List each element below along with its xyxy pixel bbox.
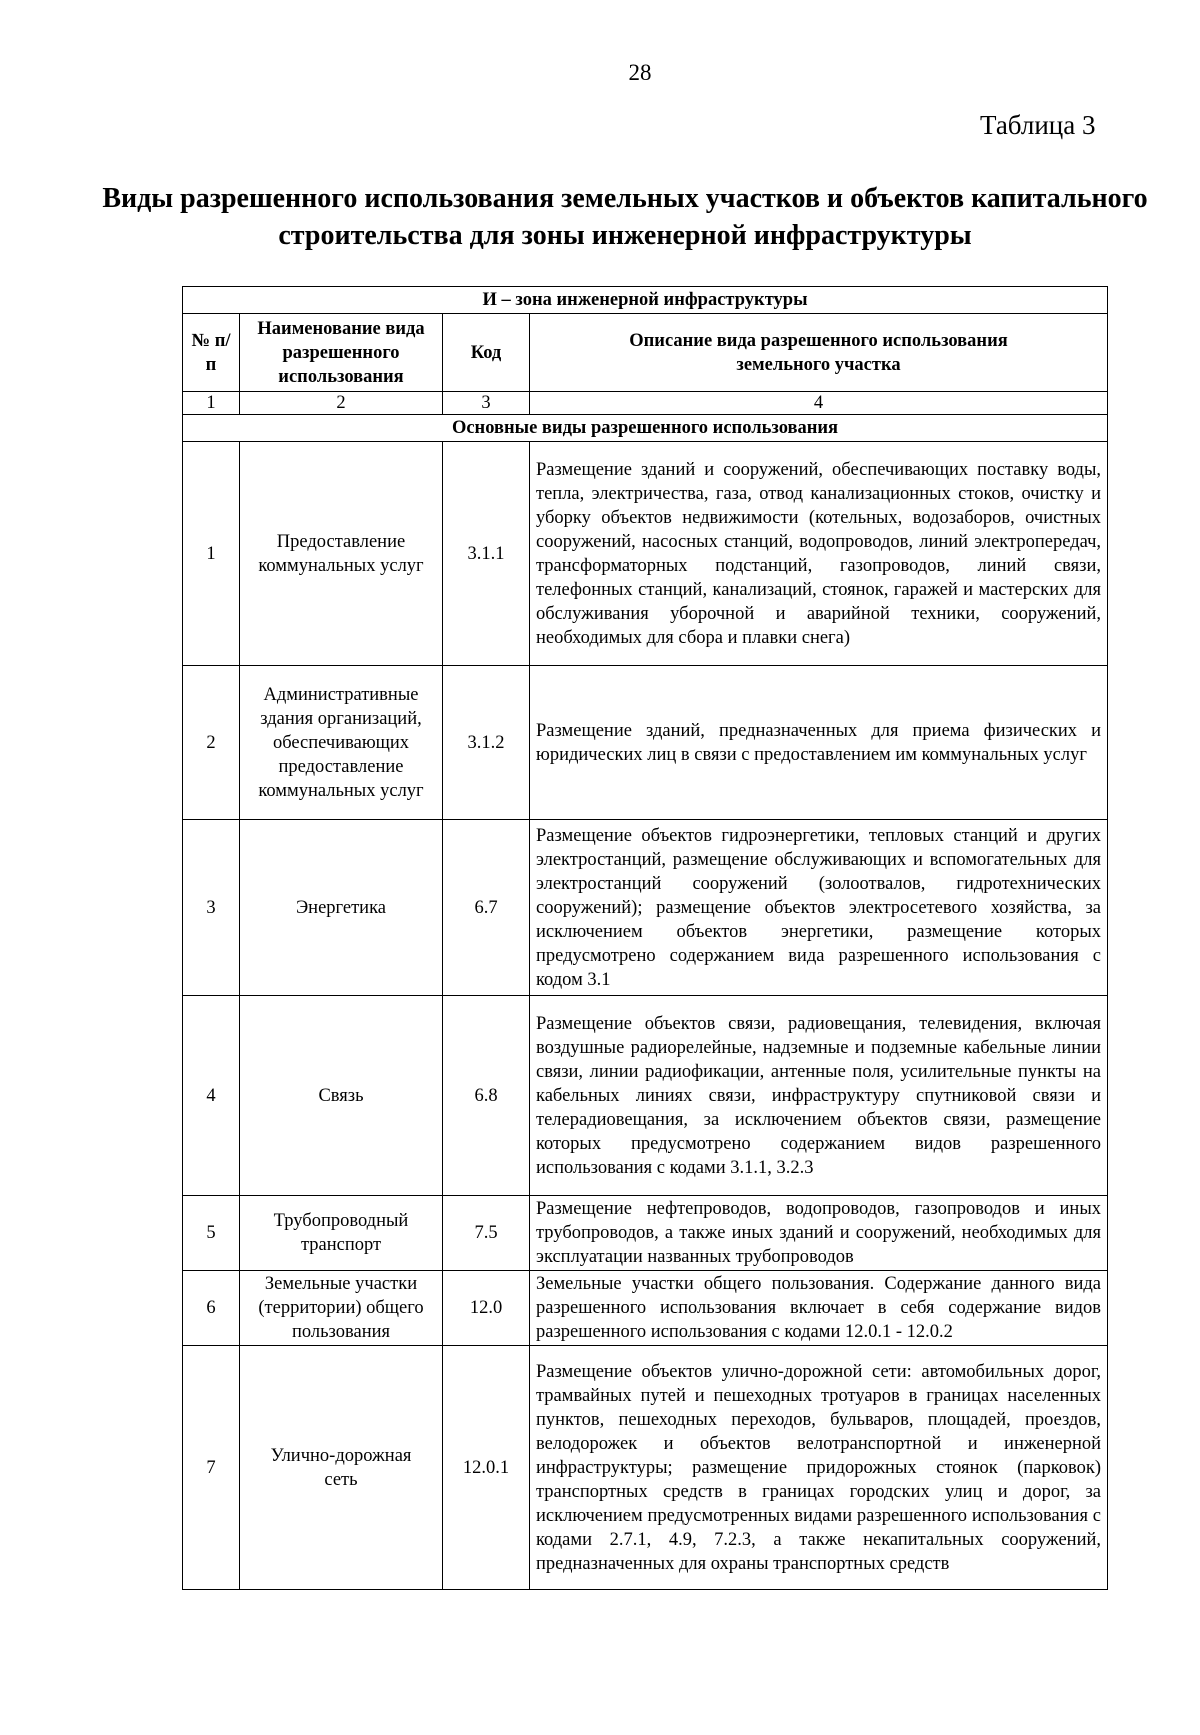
table-row (183, 442, 1108, 666)
column-header-name: Наименование вида разрешенного использования (240, 314, 443, 392)
column-header-code: Код (443, 314, 530, 392)
column-index: 4 (530, 392, 1108, 415)
row-number: 6 (183, 1271, 240, 1346)
row-code: 3.1.2 (443, 666, 530, 820)
row-description: Земельные участки общего пользования. Содержание данного вида разрешенного использования включает в себя содержание видов разрешенного использования с кодами 12.0.1 - 12.0.2 (530, 1271, 1108, 1346)
row-description: Размещение объектов связи, радиовещания, телевидения, включая воздушные радиорелейные, надземные и подземные кабельные линии связи, линии радиофикации, антенные поля, усилительные пункты на кабельных линиях связи, инфраструктуру спутниковой связи и телерадиовещания, за исключением объектов связи, размещение которых предусмотрено содержанием видов разрешенного использования с кодами 3.1.1, 3.2.3 (530, 996, 1108, 1196)
column-index: 2 (240, 392, 443, 415)
row-name: Административные здания организаций, обеспечивающих предоставление коммунальных услуг (240, 666, 443, 820)
row-description: Размещение объектов улично-дорожной сети: автомобильных дорог, трамвайных путей и пешеходных тротуаров в границах населенных пунктов, пешеходных переходов, бульваров, площадей, проездов, велодорожек и объектов велотранспортной и инженерной инфраструктуры; размещение придорожных стоянок (парковок) транспортных средств в границах городских улиц и дорог, за исключением предусмотренных видами разрешенного использования с кодами 2.7.1, 4.9, 7.2.3, а также некапитальных сооружений, предназначенных для охраны транспортных средств (530, 1346, 1108, 1590)
table-row (183, 996, 1108, 1196)
table-row (183, 1196, 1108, 1271)
row-number: 4 (183, 996, 240, 1196)
table-row (183, 666, 1108, 820)
table-row (183, 1271, 1108, 1346)
table-row (183, 820, 1108, 996)
section-header: Основные виды разрешенного использования (183, 415, 1108, 442)
row-code: 3.1.1 (443, 442, 530, 666)
column-header-num: № п/п (183, 314, 240, 392)
row-description: Размещение нефтепроводов, водопроводов, газопроводов и иных трубопроводов, а также иных зданий и сооружений, необходимых для эксплуатации названных трубопроводов (530, 1196, 1108, 1271)
column-index: 3 (443, 392, 530, 415)
row-name: Связь (240, 996, 443, 1196)
page-number: 28 (628, 60, 652, 85)
row-name: Трубопроводный транспорт (240, 1196, 443, 1271)
row-description: Размещение зданий и сооружений, обеспечивающих поставку воды, тепла, электричества, газа, отвод канализационных стоков, очистку и уборку объектов недвижимости (котельных, водозаборов, очистных сооружений, насосных станций, водопроводов, линий электропередач, трансформаторных подстанций, газопроводов, линий связи, телефонных станций, канализаций, стоянок, гаражей и мастерских для обслуживания уборочной и аварийной техники, сооружений, необходимых для сбора и плавки снега) (530, 442, 1108, 666)
row-code: 7.5 (443, 1196, 530, 1271)
row-number: 1 (183, 442, 240, 666)
row-description: Размещение объектов гидроэнергетики, тепловых станций и других электростанций, размещение обслуживающих и вспомогательных для электростанций сооружений (золоотвалов, гидротехнических сооружений); размещение объектов электросетевого хозяйства, за исключением объектов энергетики, размещение которых предусмотрено содержанием вида разрешенного использования с кодом 3.1 (530, 820, 1108, 996)
row-code: 12.0.1 (443, 1346, 530, 1590)
row-name: Предоставление коммунальных услуг (240, 442, 443, 666)
row-number: 2 (183, 666, 240, 820)
row-description: Размещение зданий, предназначенных для приема физических и юридических лиц в связи с предоставлением им коммунальных услуг (530, 666, 1108, 820)
row-code: 12.0 (443, 1271, 530, 1346)
row-code: 6.7 (443, 820, 530, 996)
row-code: 6.8 (443, 996, 530, 1196)
document-title: Виды разрешенного использования земельных участков и объектов капитального строительства для зоны инженерной инфраструктуры (102, 183, 1148, 251)
row-name: Энергетика (240, 820, 443, 996)
column-index: 1 (183, 392, 240, 415)
row-name: Улично-дорожная сеть (240, 1346, 443, 1590)
table-label: Таблица 3 (980, 110, 1096, 140)
row-number: 3 (183, 820, 240, 996)
row-number: 7 (183, 1346, 240, 1590)
land-use-table (182, 286, 1108, 1590)
row-number: 5 (183, 1196, 240, 1271)
column-header-description: Описание вида разрешенного использования земельного участка (530, 314, 1108, 392)
row-name: Земельные участки (территории) общего пользования (240, 1271, 443, 1346)
zone-header: И – зона инженерной инфраструктуры (183, 287, 1108, 314)
table-row (183, 1346, 1108, 1590)
